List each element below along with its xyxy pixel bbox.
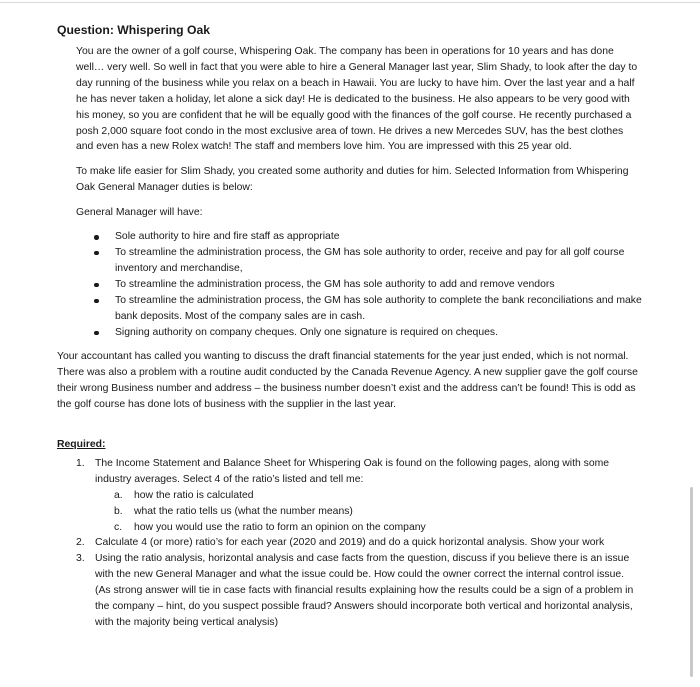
bullet-icon xyxy=(94,235,99,240)
subtask-item-a: a. how the ratio is calculated xyxy=(114,489,254,501)
task-number: 3. xyxy=(76,553,85,565)
page-top-edge xyxy=(0,2,700,3)
accountant-paragraph: Your accountant has called you wanting to discuss the draft financial statements for the year just ended, which is not normal. There was also a problem with a routine audit conducted by the Canada Revenue Agency. A new supplier gave the golf course their wrong Business number and address – the business number doesn’t exist and the address can’t be found! This is odd as the golf course has done lots of business with the supplier in the last year. xyxy=(57,351,638,411)
task-number: 1. xyxy=(76,457,85,469)
list-item: Sole authority to hire and fire staff as appropriate xyxy=(115,229,642,245)
task-number: 2. xyxy=(76,537,85,549)
bullet-icon xyxy=(94,299,99,304)
bullet-icon xyxy=(94,331,99,336)
duties-list xyxy=(57,229,642,340)
bullet-icon xyxy=(94,283,99,288)
vertical-scrollbar[interactable] xyxy=(690,487,693,677)
subtask-list xyxy=(95,488,642,536)
task-item-2 xyxy=(76,535,642,551)
tasks-list xyxy=(57,456,642,631)
question-title: Question: Whispering Oak xyxy=(57,23,211,37)
required-heading: Required: xyxy=(57,439,106,451)
list-item: To streamline the administration process, the GM has sole authority to complete the bank reconciliations and make bank deposits. Most of the company sales are in cash. xyxy=(115,293,642,325)
list-item: Signing authority on company cheques. Only one signature is required on cheques. xyxy=(115,325,642,341)
duties-intro-paragraph: To make life easier for Slim Shady, you created some authority and duties for him. Selected Information from Whispering Oak General Manager duties is below: xyxy=(76,166,629,194)
subtask-item-b: b. what the ratio tells us (what the number means) xyxy=(114,505,353,517)
list-item: To streamline the administration process, the GM has sole authority to order, receive and pay for all golf course inventory and merchandise, xyxy=(115,245,642,277)
task-item-3 xyxy=(76,551,642,631)
list-item: To streamline the administration process, the GM has sole authority to add and remove vendors xyxy=(115,277,642,293)
task-text: Using the ratio analysis, horizontal analysis and case facts from the question, discuss if you believe there is an issue with the new General Manager and what the issue could be. How could the owner correct the internal control issue. (As strong answer will tie in case facts with financial results explaining how the results could be a sign of a problem in the company – hint, do you suspect possible fraud? Answers should incorporate both vertical and horizontal analysis, with the majority being vertical analysis) xyxy=(95,553,634,628)
document-body xyxy=(57,22,642,631)
subtask-item-c: c. how you would use the ratio to form an opinion on the company xyxy=(114,521,426,533)
gm-heading: General Manager will have: xyxy=(76,207,203,219)
task-text: Calculate 4 (or more) ratio’s for each year (2020 and 2019) and do a quick horizontal analysis. Show your work xyxy=(95,537,605,549)
intro-paragraph: You are the owner of a golf course, Whispering Oak. The company has been in operations for 10 years and has done well… very well. So well in fact that you were able to hire a General Manager last year, Slim Shady, to look after the day to day running of the business while you relax on a beach in Hawaii. You are lucky to have him. Over the last year and a half he has never taken a holiday, let alone a sick day! He is dedicated to the business. He also appears to be very good with his money, so you are confident that he will be equally good with the finances of the golf course. He recently purchased a posh 2,000 square foot condo in the most exclusive area of town. He drives a new Mercedes SUV, has the best clothes and even has a new Rolex watch! The staff and members love him. You are impressed with this 25 year old. xyxy=(76,46,638,153)
bullet-icon xyxy=(94,251,99,256)
task-item-1 xyxy=(76,456,642,536)
task-text: The Income Statement and Balance Sheet for Whispering Oak is found on the following pages, along with some industry averages. Select 4 of the ratio’s listed and tell me: xyxy=(95,457,610,485)
